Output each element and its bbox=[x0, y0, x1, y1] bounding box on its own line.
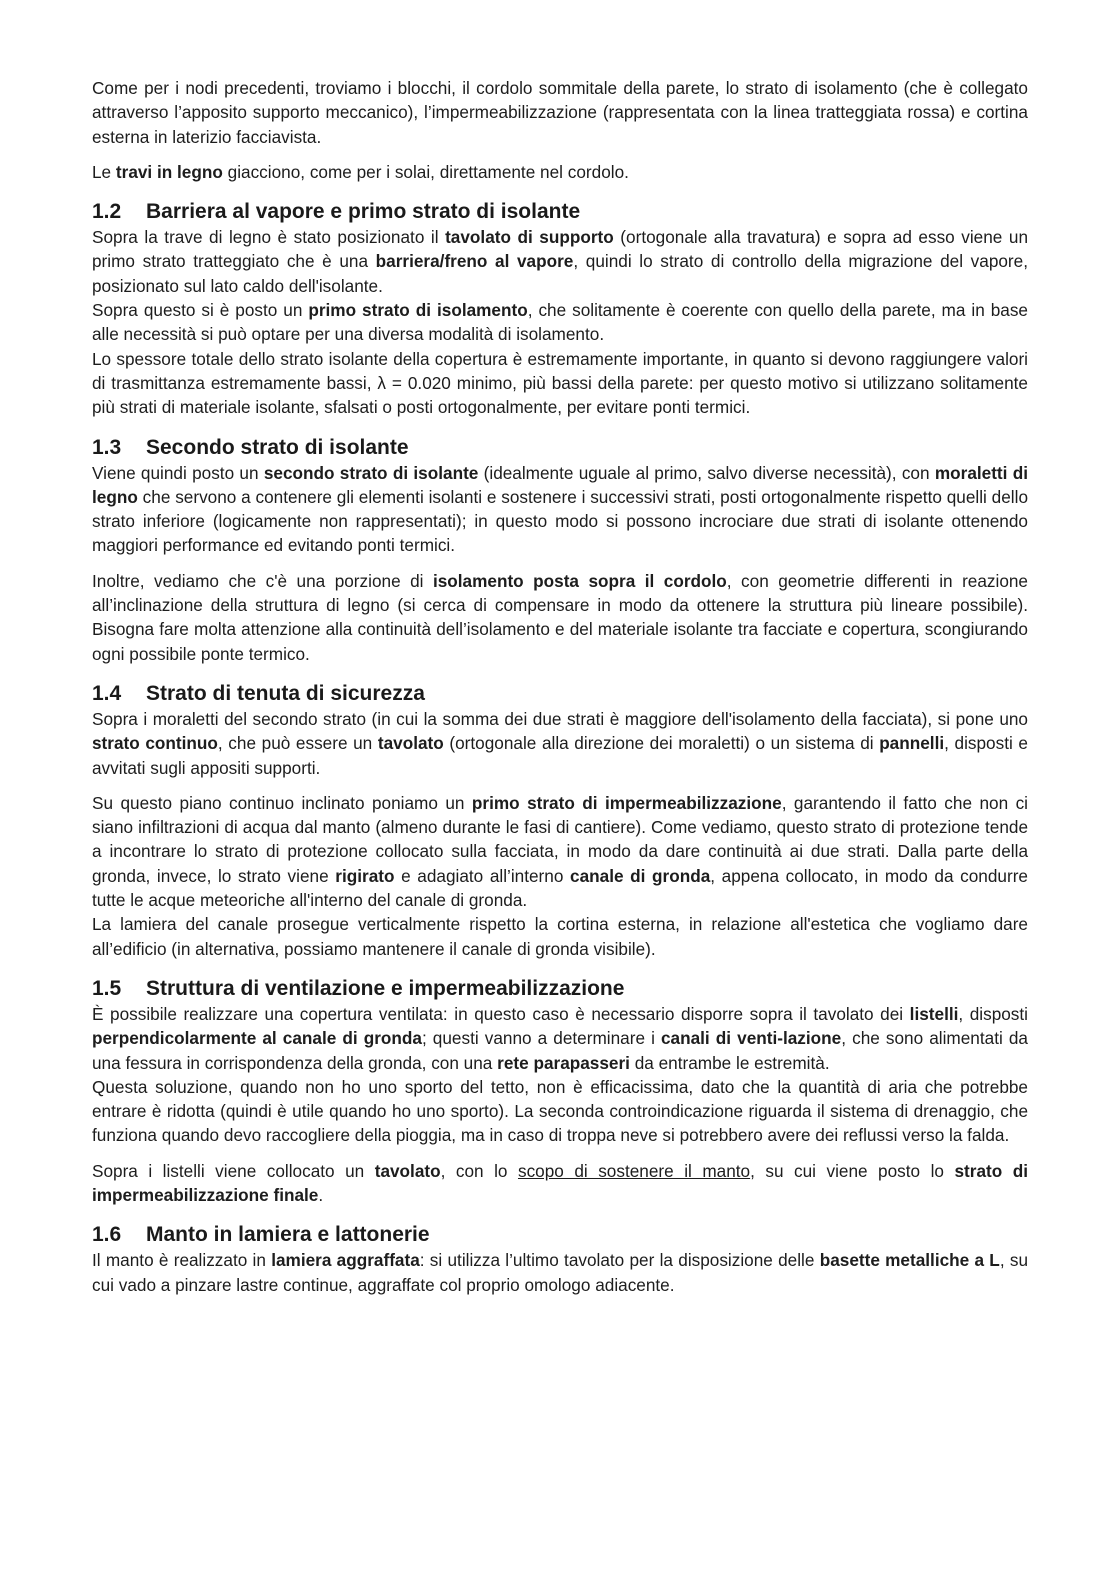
intro-paragraph-1: Come per i nodi precedenti, troviamo i blocchi, il cordolo sommitale della parete, lo strato di isolamento (che è collegato attraverso l’apposito supporto meccanico), l’impermeabilizzazione (rappresentata con la linea tratteggiata rossa) e cortina esterna in laterizio facciavista. bbox=[92, 78, 1028, 147]
section-heading-1-2: 1.2 Barriera al vapore e primo strato di isolante bbox=[92, 200, 581, 224]
section-heading-1-5: 1.5 Struttura di ventilazione e impermeabilizzazione bbox=[92, 976, 625, 1000]
s14-paragraph-3: La lamiera del canale prosegue verticalmente rispetto la cortina esterna, in relazione all'estetica che vogliamo dare all’edificio (in alternativa, possiamo mantenere il canale di gronda visibile). bbox=[92, 914, 1028, 959]
s13-paragraph-2: Inoltre, vediamo che c'è una porzione di isolamento posta sopra il cordolo, con geometrie differenti in reazione all’inclinazione della struttura di legno (si cerca di compensare in modo da ottenere la struttura più lineare possibile). Bisogna fare molta attenzione alla continuità dell’isolamento e del materiale isolante tra facciate e copertura, scongiurando ogni possibile ponte termico. bbox=[92, 570, 1028, 664]
section-heading-1-4: 1.4 Strato di tenuta di sicurezza bbox=[92, 681, 425, 705]
s15-paragraph-1: È possibile realizzare una copertura ventilata: in questo caso è necessario disporre sopra il tavolato dei listelli, disposti perpendicolarmente al canale di gronda; questi vanno a determinare i canali di venti-lazione, che sono alimentati da una fessura in corrispondenza della gronda, con una rete parapasseri da entrambe le estremità. bbox=[92, 1003, 1028, 1073]
s14-paragraph-2: Su questo piano continuo inclinato poniamo un primo strato di impermeabilizzazione, garantendo il fatto che non ci siano infiltrazioni di acqua dal manto (almeno durante le fasi di cantiere). Come vediamo, questo strato di protezione tende a incontrare lo strato di protezione collocato sulla facciata, in modo da dare continuità ai due strati. Dalla parte della gronda, invece, lo strato viene rigirato e adagiato all’interno canale di gronda, appena collocato, in modo da condurre tutte le acque meteoriche all'interno del canale di gronda. bbox=[92, 792, 1028, 911]
s12-paragraph-3: Lo spessore totale dello strato isolante della copertura è estremamente importante, in quanto si devono raggiungere valori di trasmittanza estremamente bassi, λ = 0.020 minimo, più bassi della parete: per questo motivo si utilizzano solitamente più strati di materiale isolante, sfalsati o posti ortogonalmente, per evitare ponti termici. bbox=[92, 348, 1028, 418]
s12-paragraph-1: Sopra la trave di legno è stato posizionato il tavolato di supporto (ortogonale alla travatura) e sopra ad esso viene un primo strato tratteggiato che è una barriera/freno al vapore, quindi lo strato di controllo della migrazione del vapore, posizionato sul lato caldo dell'isolante. bbox=[92, 227, 1028, 296]
section-heading-1-3: 1.3 Secondo strato di isolante bbox=[92, 435, 409, 459]
s14-paragraph-1: Sopra i moraletti del secondo strato (in cui la somma dei due strati è maggiore dell'isolamento della facciata), si pone uno strato continuo, che può essere un tavolato (ortogonale alla direzione dei moraletti) o un sistema di pannelli, disposti e avvitati sugli appositi supporti. bbox=[92, 708, 1028, 778]
s16-paragraph-1: Il manto è realizzato in lamiera aggraffata: si utilizza l’ultimo tavolato per la disposizione delle basette metalliche a L, su cui vado a pinzare lastre continue, aggraffate col proprio omologo adiacente. bbox=[92, 1250, 1029, 1295]
s15-paragraph-3: Sopra i listelli viene collocato un tavolato, con lo scopo di sostenere il manto, su cui viene posto lo strato di impermeabilizzazione finale. bbox=[92, 1160, 1028, 1205]
s13-paragraph-1: Viene quindi posto un secondo strato di isolante (idealmente uguale al primo, salvo diverse necessità), con moraletti di legno che servono a contenere gli elementi isolanti e sostenere i successivi strati, posti ortogonalmente rispetto quelli dello strato inferiore (logicamente non rappresentati); in questo modo si possono incrociare due strati di isolante ottenendo maggiori performance ed evitando ponti termici. bbox=[92, 462, 1028, 556]
s12-paragraph-2: Sopra questo si è posto un primo strato di isolamento, che solitamente è coerente con quello della parete, ma in base alle necessità si può optare per una diversa modalità di isolamento. bbox=[92, 300, 1028, 345]
intro-paragraph-2: Le travi in legno giacciono, come per i solai, direttamente nel cordolo. bbox=[92, 161, 629, 182]
s15-paragraph-2: Questa soluzione, quando non ho uno sporto del tetto, non è efficacissima, dato che la quantità di aria che potrebbe entrare è ridotta (quindi è utile quando ho uno sporto). La seconda controindicazione riguarda il sistema di drenaggio, che funziona quando devo raccogliere della pioggia, ma in caso di troppa neve si potrebbero avere dei reflussi verso la falda. bbox=[92, 1076, 1028, 1146]
section-heading-1-6: 1.6 Manto in lamiera e lattonerie bbox=[92, 1223, 430, 1247]
